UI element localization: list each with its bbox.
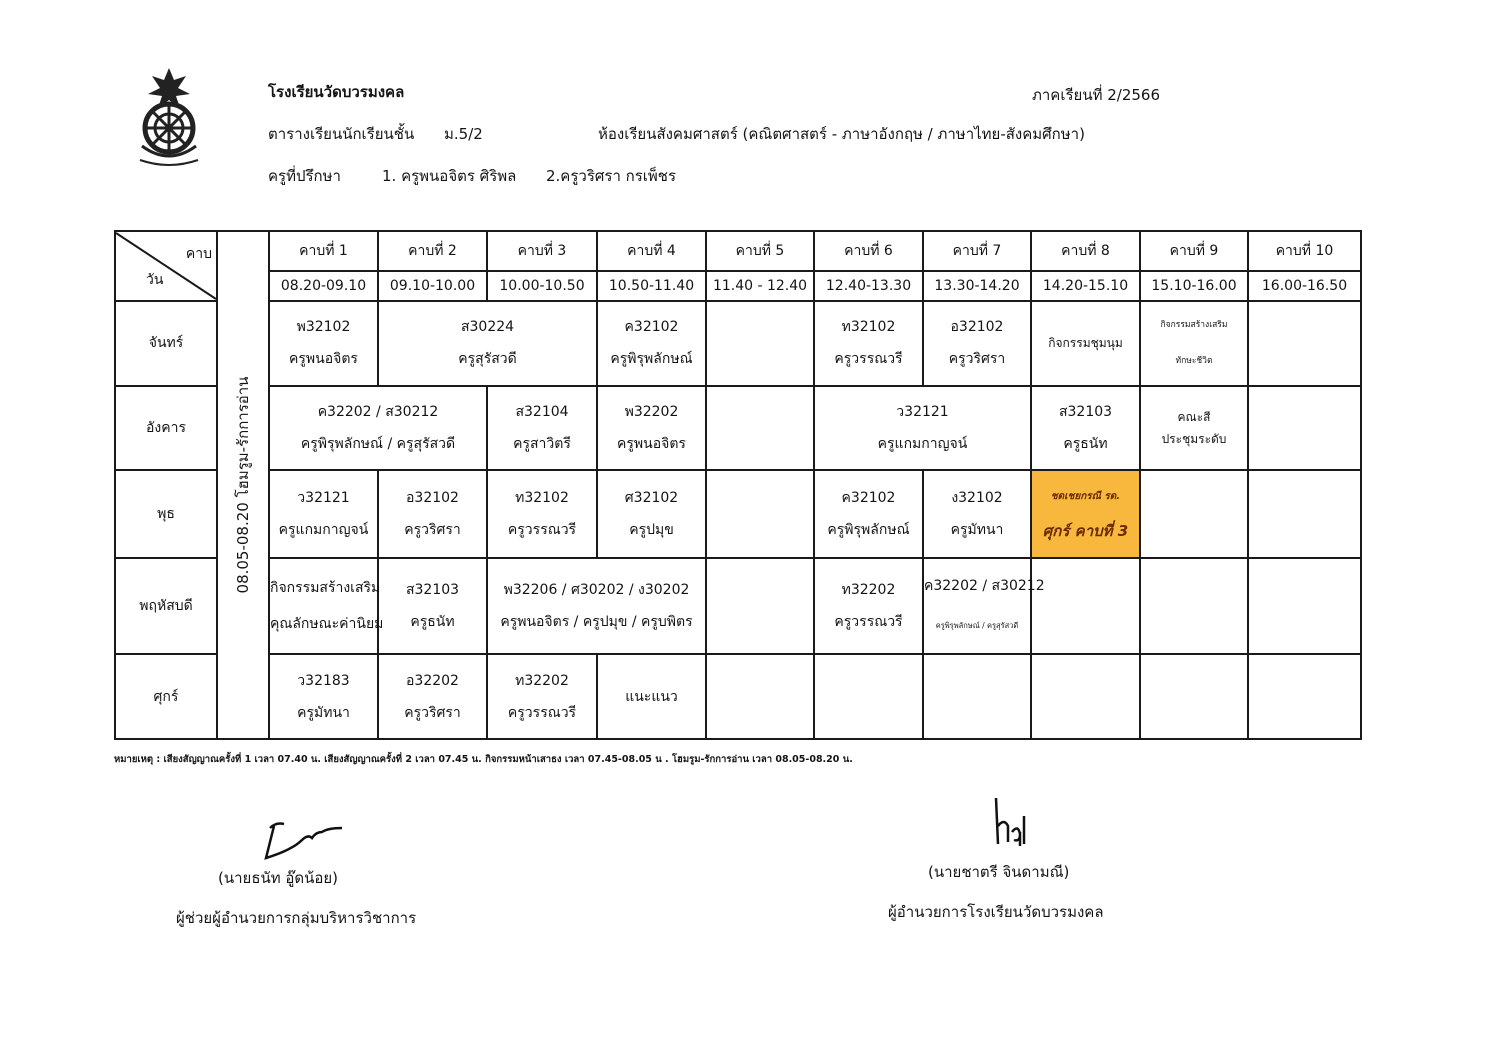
class-cell (814, 558, 923, 655)
class-cell (269, 301, 378, 386)
timetable (114, 230, 1362, 740)
homeroom-column (217, 231, 269, 739)
class-cell (923, 558, 1045, 655)
period-header: คาบที่ 9 (1140, 231, 1248, 271)
subject-code: ว32183 (297, 672, 350, 689)
teacher-name: ครูพนอจิตร (289, 351, 358, 368)
activity-line: คณะสี (1177, 409, 1211, 424)
empty-cell (1140, 558, 1248, 655)
teacher-name: ครูแกมกาญจน์ (877, 435, 968, 452)
time-header: 11.40 - 12.40 (706, 271, 814, 301)
time-header: 09.10-10.00 (378, 271, 487, 301)
subject-code: ท32202 (841, 582, 896, 599)
day-label: พุธ (115, 470, 217, 558)
subject-code: ง32102 (951, 489, 1003, 506)
empty-cell (1248, 470, 1361, 558)
corner-day-label: วัน (146, 272, 164, 288)
teacher-name: ครูมัทนา (297, 704, 350, 721)
signer-left-title: ผู้ช่วยผู้อำนวยการกลุ่มบริหารวิชาการ (176, 909, 417, 927)
time-header: 15.10-16.00 (1140, 271, 1248, 301)
class-cell (487, 558, 706, 655)
period-header: คาบที่ 4 (597, 231, 706, 271)
activity-line: ทักษะชีวิต (1175, 356, 1213, 367)
activity-cell: กิจกรรมชุมนุม (1031, 301, 1140, 386)
period-header: คาบที่ 8 (1031, 231, 1140, 271)
class-cell (378, 654, 487, 739)
advisor-label: ครูที่ปรึกษา (268, 167, 341, 185)
day-row-friday (115, 654, 1361, 739)
class-cell (269, 470, 378, 558)
teacher-name: ครูธนัท (410, 614, 455, 631)
empty-cell (1248, 558, 1361, 655)
activity-line: กิจกรรมสร้างเสริม (1160, 320, 1228, 331)
day-row-thursday (115, 558, 1361, 655)
class-cell (487, 386, 597, 471)
class-cell (597, 301, 706, 386)
teacher-name: ครูวรรณวรี (834, 351, 903, 368)
signer-right-title: ผู้อำนวยการโรงเรียนวัดบวรมงคล (888, 903, 1104, 921)
homeroom-label: 08.05-08.20 โฮมรูม-รักการอ่าน (234, 376, 252, 594)
day-label: พฤหัสบดี (115, 558, 217, 655)
teacher-name: ครูพนอจิตร / ครูปมุข / ครูบพิตร (500, 614, 693, 631)
teacher-name: ครูมัทนา (950, 521, 1004, 538)
activity-line: กิจกรรมสร้างเสริม (270, 580, 381, 597)
class-cell (597, 386, 706, 471)
activity-line: ประชุมระดับ (1161, 431, 1227, 446)
signer-left-name: (นายธนัท อู๊ดน้อย) (218, 869, 339, 887)
subject-code: อ32102 (406, 489, 459, 506)
teacher-name: ครูพิรุพลักษณ์ (827, 521, 910, 538)
class-cell (378, 470, 487, 558)
teacher-name: ครูวริศรา (404, 704, 461, 721)
subject-code: ค32202 / ส30212 (317, 403, 439, 420)
teacher-name: ครูวริศรา (404, 521, 461, 538)
teacher-name: ครูธนัท (1063, 435, 1108, 452)
empty-cell (706, 558, 814, 655)
empty-cell (706, 301, 814, 386)
subject-code: ค32202 / ส30212 (924, 578, 1045, 595)
time-header: 13.30-14.20 (923, 271, 1031, 301)
subject-code: ศ32102 (624, 489, 679, 506)
class-cell (378, 558, 487, 655)
activity-cell (269, 558, 384, 655)
activity-line: คุณลักษณะค่านิยม (270, 616, 384, 633)
subject-code: ค32102 (841, 489, 896, 506)
program-name: ห้องเรียนสังคมศาสตร์ (คณิตศาสตร์ - ภาษาอังกฤษ / ภาษาไทย-สังคมศึกษา) (598, 125, 1085, 143)
class-cell (487, 654, 597, 739)
subject-code: ว32121 (896, 403, 949, 420)
teacher-name: ครูปมุข (629, 521, 674, 538)
teacher-name: ครูวรรณวรี (834, 614, 903, 631)
teacher-name: ครูพิรุพลักษณ์ (610, 351, 693, 368)
activity-cell (1140, 386, 1248, 471)
subject-code: ท32202 (515, 672, 569, 689)
time-header: 08.20-09.10 (269, 271, 378, 301)
subject-code: ว32121 (297, 489, 350, 506)
corner-period-label: คาบ (185, 246, 212, 262)
empty-cell (1248, 301, 1361, 386)
day-label: อังคาร (115, 386, 217, 471)
class-cell (1031, 386, 1140, 471)
day-label: จันทร์ (115, 301, 217, 386)
corner-cell (115, 231, 217, 301)
period-header: คาบที่ 1 (269, 231, 378, 271)
subject-code: พ32202 (624, 403, 679, 420)
makeup-period: ศุกร์ คาบที่ 3 (1042, 521, 1129, 540)
class-cell (814, 301, 923, 386)
semester: ภาคเรียนที่ 2/2566 (1032, 86, 1160, 104)
subject-code: พ32206 / ศ30202 / ง30202 (503, 582, 690, 599)
footnote: หมายเหตุ : เสียงสัญญาณครั้งที่ 1 เวลา 07.40 น. เสียงสัญญาณครั้งที่ 2 เวลา 07.45 น. กิจกรรมหน้าเสาธง เวลา 07.45-08.05 น . โฮมรูม-รักการอ่าน เวลา 08.05-08.20 น. (114, 754, 853, 765)
empty-cell (1248, 386, 1361, 471)
day-row-tuesday (115, 386, 1361, 471)
activity-cell: แนะแนว (597, 654, 706, 739)
teacher-name: ครูสุรัสวดี (458, 351, 517, 368)
advisor-1: 1. ครูพนอจิตร ศิริพล (382, 167, 517, 185)
period-header: คาบที่ 6 (814, 231, 923, 271)
empty-cell (1140, 654, 1248, 739)
period-row (115, 231, 1361, 271)
school-logo (136, 66, 202, 170)
class-cell (814, 386, 1031, 471)
subject-code: ท32102 (515, 489, 569, 506)
class-name: ม.5/2 (444, 125, 483, 143)
class-cell (923, 470, 1031, 558)
class-cell (269, 654, 378, 739)
day-row-wednesday (115, 470, 1361, 558)
subject-code: ส32104 (515, 403, 569, 420)
teacher-name: ครูแกมกาญจน์ (278, 521, 369, 538)
day-row-monday (115, 301, 1361, 386)
school-name: โรงเรียนวัดบวรมงคล (268, 83, 405, 101)
class-cell (597, 470, 706, 558)
makeup-highlight-cell (1031, 470, 1140, 558)
signature-right-image (990, 796, 1030, 852)
empty-cell (706, 386, 814, 471)
empty-cell (1248, 654, 1361, 739)
subject-code: ส30224 (460, 319, 515, 336)
period-header: คาบที่ 2 (378, 231, 487, 271)
subject-code: อ32202 (406, 672, 459, 689)
class-cell (923, 301, 1031, 386)
teacher-name: ครูวรรณวรี (507, 704, 577, 721)
subject-code: ค32102 (624, 319, 679, 336)
time-header: 14.20-15.10 (1031, 271, 1140, 301)
advisor-2: 2.ครูวริศรา กรเพ็ชร (546, 167, 677, 185)
subject-code: ส32103 (1058, 403, 1113, 420)
period-header: คาบที่ 7 (923, 231, 1031, 271)
day-label: ศุกร์ (115, 654, 217, 739)
class-cell (487, 470, 597, 558)
period-header: คาบที่ 3 (487, 231, 597, 271)
teacher-name: ครูพนอจิตร (617, 435, 686, 452)
empty-cell (1140, 470, 1248, 558)
time-header: 16.00-16.50 (1248, 271, 1361, 301)
schedule-label: ตารางเรียนนักเรียนชั้น (268, 125, 415, 143)
signer-right-name: (นายชาตรี จินดามณี) (928, 863, 1070, 881)
teacher-name: ครูวริศรา (948, 351, 1006, 368)
teacher-name: ครูพิรุพลักษณ์ / ครูสุรัสวดี (935, 621, 1019, 631)
signature-left-image (262, 818, 346, 864)
time-header: 10.00-10.50 (487, 271, 597, 301)
subject-code: ท32102 (841, 319, 896, 336)
makeup-note: ชดเชยกรณี รด. (1050, 490, 1121, 502)
empty-cell (923, 654, 1031, 739)
class-cell (269, 386, 487, 471)
time-header: 10.50-11.40 (597, 271, 706, 301)
empty-cell (1031, 654, 1140, 739)
teacher-name: ครูสาวิตรี (513, 435, 571, 452)
empty-cell (1031, 558, 1140, 655)
period-header: คาบที่ 5 (706, 231, 814, 271)
empty-cell (814, 654, 923, 739)
teacher-name: ครูวรรณวรี (507, 521, 577, 538)
subject-code: พ32102 (296, 319, 351, 336)
teacher-name: ครูพิรุพลักษณ์ / ครูสุรัสวดี (300, 435, 456, 452)
time-header: 12.40-13.30 (814, 271, 923, 301)
subject-code: อ32102 (950, 319, 1004, 336)
class-cell (814, 470, 923, 558)
empty-cell (706, 654, 814, 739)
subject-code: ส32103 (405, 582, 460, 599)
activity-cell (1140, 301, 1248, 386)
time-row (115, 271, 1361, 301)
class-cell (378, 301, 597, 386)
period-header: คาบที่ 10 (1248, 231, 1361, 271)
empty-cell (706, 470, 814, 558)
